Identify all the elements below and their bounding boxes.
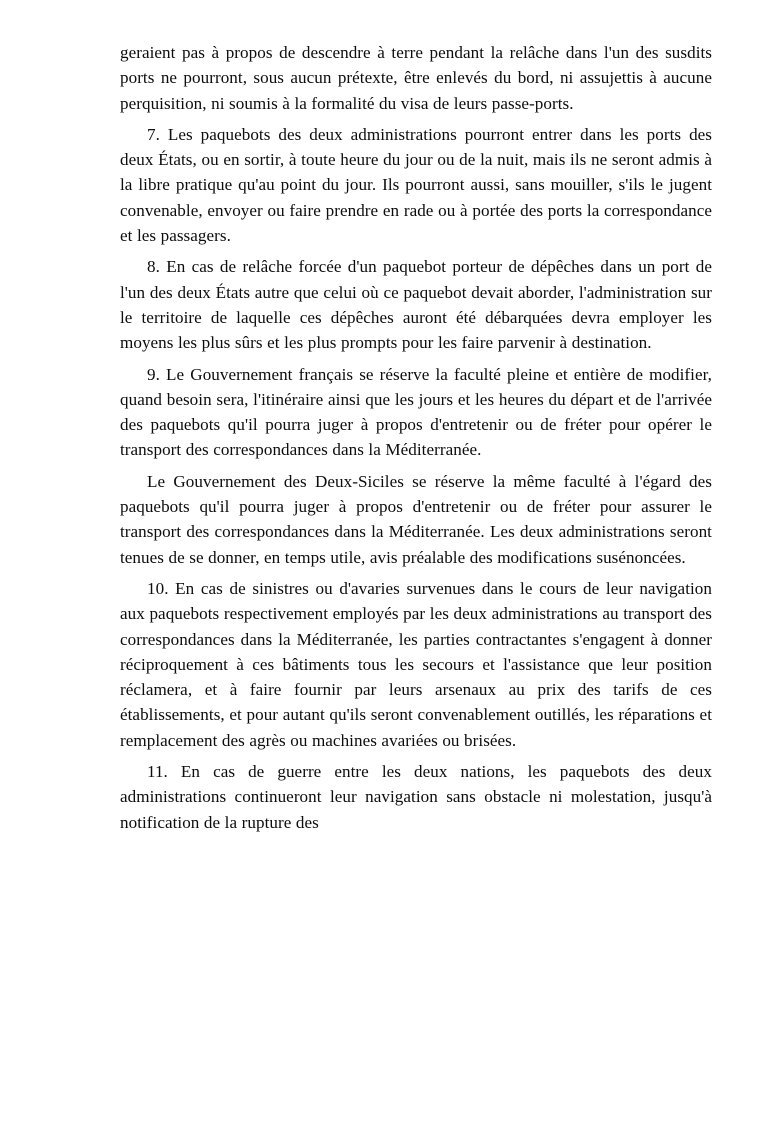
text-column xyxy=(120,40,712,835)
paragraph-deux-siciles: Le Gouvernement des Deux-Siciles se réserve la même faculté à l'égard des paquebots qu'il pourra juger à propos d'entretenir ou de fréter pour assurer le transport des correspondances dans la Méditerranée. Les deux administrations seront tenues de se donner, en temps utile, avis préalable des modifications susénoncées. xyxy=(120,471,712,567)
paragraph-article-10: 10. En cas de sinistres ou d'avaries survenues dans le cours de leur navigation aux paquebots respectivement employés par les deux administrations au transport des correspondances dans la Méditerranée, les parties contractantes s'engagent à donner réciproquement à ces bâtiments tous les secours et l'assistance que leur position réclamera, et à faire fournir par leurs arsenaux au prix des tarifs de ces établissements, et pour autant qu'ils seront convenablement outillés, les réparations et remplacement des agrès ou machines avariées ou brisées. xyxy=(120,578,712,750)
paragraph-article-9: 9. Le Gouvernement français se réserve la faculté pleine et entière de modifier, quand besoin sera, l'itinéraire ainsi que les jours et les heures du départ et de l'arrivée des paquebots qu'il pourra juger à propos d'entretenir ou de fréter pour opérer le transport des correspondances dans la Méditerranée. xyxy=(120,364,712,460)
paragraph-article-7: 7. Les paquebots des deux administrations pourront entrer dans les ports des deux États, ou en sortir, à toute heure du jour ou de la nuit, mais ils ne seront admis à la libre pratique qu'au point du jour. Ils pourront aussi, sans mouiller, s'ils le jugent convenable, envoyer ou faire prendre en rade ou à portée des ports la correspondance et les passagers. xyxy=(120,124,712,246)
paragraph-continuation: geraient pas à propos de descendre à terre pendant la relâche dans l'un des susdits ports ne pourront, sous aucun prétexte, être enlevés du bord, ni assujettis à aucune perquisition, ni soumis à la formalité du visa de leurs passe-ports. xyxy=(120,43,712,113)
paragraph-article-8: 8. En cas de relâche forcée d'un paquebot porteur de dépêches dans un port de l'un des deux États autre que celui où ce paquebot devait aborder, l'administration sur le territoire de laquelle ces dépêches auront été débarquées devra employer les moyens les plus sûrs et les plus prompts pour les faire parvenir à destination. xyxy=(120,257,712,353)
paragraph-article-11: 11. En cas de guerre entre les deux nations, les paquebots des deux administrations continueront leur navigation sans obstacle ni molestation, jusqu'à notification de la rupture des xyxy=(120,762,712,832)
